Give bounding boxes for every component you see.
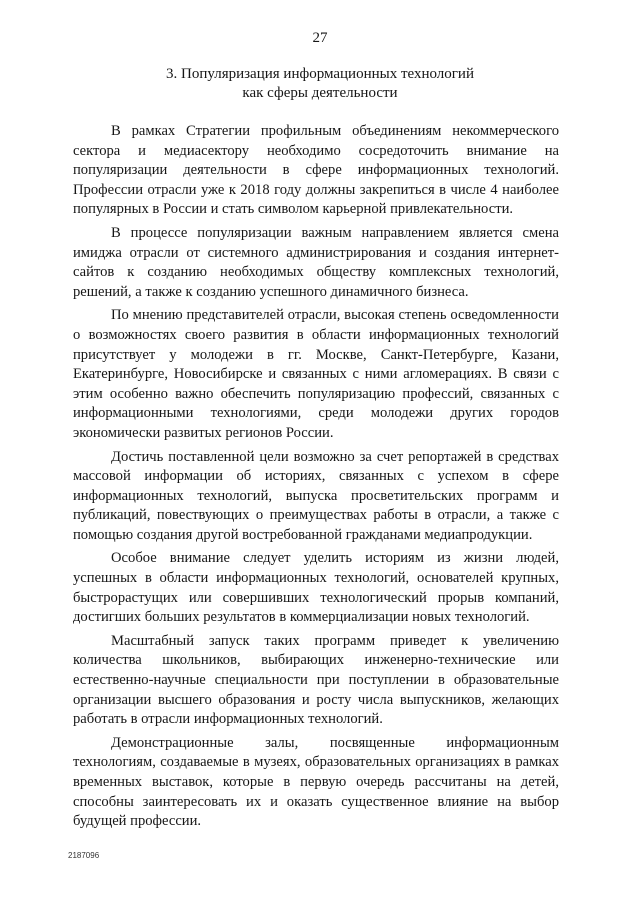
paragraph: По мнению представителей отрасли, высокая степень осведомленности о возможностях своего развития в области информационных технологий присутствует у молодежи в гг. Москве, Санкт-Петербурге, Казани, Екатеринбурге, Новосибирске и связанных с ними агломерациях. В связи с этим особенно важно обеспечить популяризацию профессий, связанных с информационными технологиями, среди молодежи других городов экономически развитых регионов России. — [73, 307, 559, 441]
document-code: 2187096 — [68, 851, 100, 860]
section-heading-line-1: 3. Популяризация информационных технологий — [166, 66, 474, 82]
paragraph: В рамках Стратегии профильным объединениям некоммерческого сектора и медиасектору необходимо сосредоточить внимание на популяризации деятельности в сфере информационных технологий. Профессии отрасли уже к 2018 году должны закрепиться в числе 4 наиболее популярных в России и стать символом карьерной привлекательности. — [73, 123, 559, 218]
paragraph: Масштабный запуск таких программ приведет к увеличению количества школьников, выбирающих инженерно-технические или естественно-научные специальности при поступлении в образовательные организации высшего образования и росту числа выпускников, желающих работать в отрасли информационных технологий. — [73, 632, 559, 728]
section-heading-line-2: как сферы деятельности — [242, 85, 398, 101]
paragraph: Особое внимание следует уделить историям из жизни людей, успешных в области информационных технологий, основателей крупных, быстрорастущих или совершивших технологический прорыв компаний, достигших больших результатов в коммерциализации новых технологий. — [73, 550, 559, 626]
paragraph: Демонстрационные залы, посвященные информационным технологиям, создаваемые в музеях, образовательных организациях в рамках временных выставок, которые в первую очередь рассчитаны на детей, способны заинтересовать их и оказать существенное влияние на выбор будущей профессии. — [73, 734, 559, 830]
body-text — [73, 122, 559, 836]
paragraph: В процессе популяризации важным направлением является смена имиджа отрасли от системного администрирования и создания интернет-сайтов к созданию необходимых обществу комплексных технологий, решений, а также к созданию успешного динамичного бизнеса. — [73, 224, 559, 300]
section-heading — [60, 65, 580, 103]
page-number: 27 — [312, 30, 328, 46]
paragraph: Достичь поставленной цели возможно за счет репортажей в средствах массовой информации об историях, связанных с успехом в сфере информационных технологий, выпуска просветительских программ и публикаций, повествующих о преимуществах работы в отрасли, а также с помощью создания другой востребованной гражданами медиапродукции. — [73, 448, 559, 543]
